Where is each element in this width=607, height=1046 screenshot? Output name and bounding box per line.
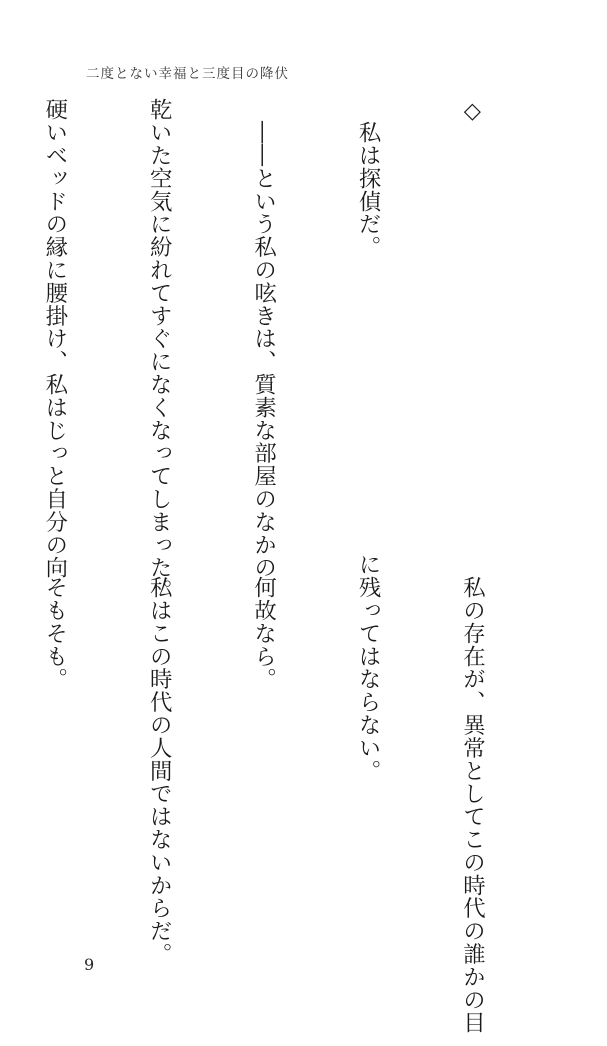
text-line: 乾いた空気に紛れてすぐになくなってしまった。 bbox=[146, 98, 173, 602]
text-line: 私の存在が、異常としてこの時代の誰かの目 bbox=[459, 553, 486, 1034]
running-header: 二度とない幸福と三度目の降伏 bbox=[86, 66, 289, 82]
page-number: 9 bbox=[84, 955, 95, 974]
text-line: そもそも。 bbox=[41, 553, 68, 691]
text-block-top bbox=[0, 98, 559, 602]
text-line: に残ってはならない。 bbox=[355, 553, 382, 782]
text-line: 硬いベッドの縁に腰掛け、私はじっと自分の向 bbox=[41, 98, 68, 579]
text-block-bottom bbox=[0, 553, 559, 1034]
text-line: 私は探偵だ。 bbox=[355, 98, 382, 259]
text-line: 何故なら。 bbox=[250, 553, 277, 691]
text-line: ――という私の呟きは、質素な部屋のなかの bbox=[250, 98, 277, 579]
text-line: ◇ bbox=[459, 98, 486, 125]
text-line: 私はこの時代の人間ではないからだ。 bbox=[146, 553, 173, 966]
